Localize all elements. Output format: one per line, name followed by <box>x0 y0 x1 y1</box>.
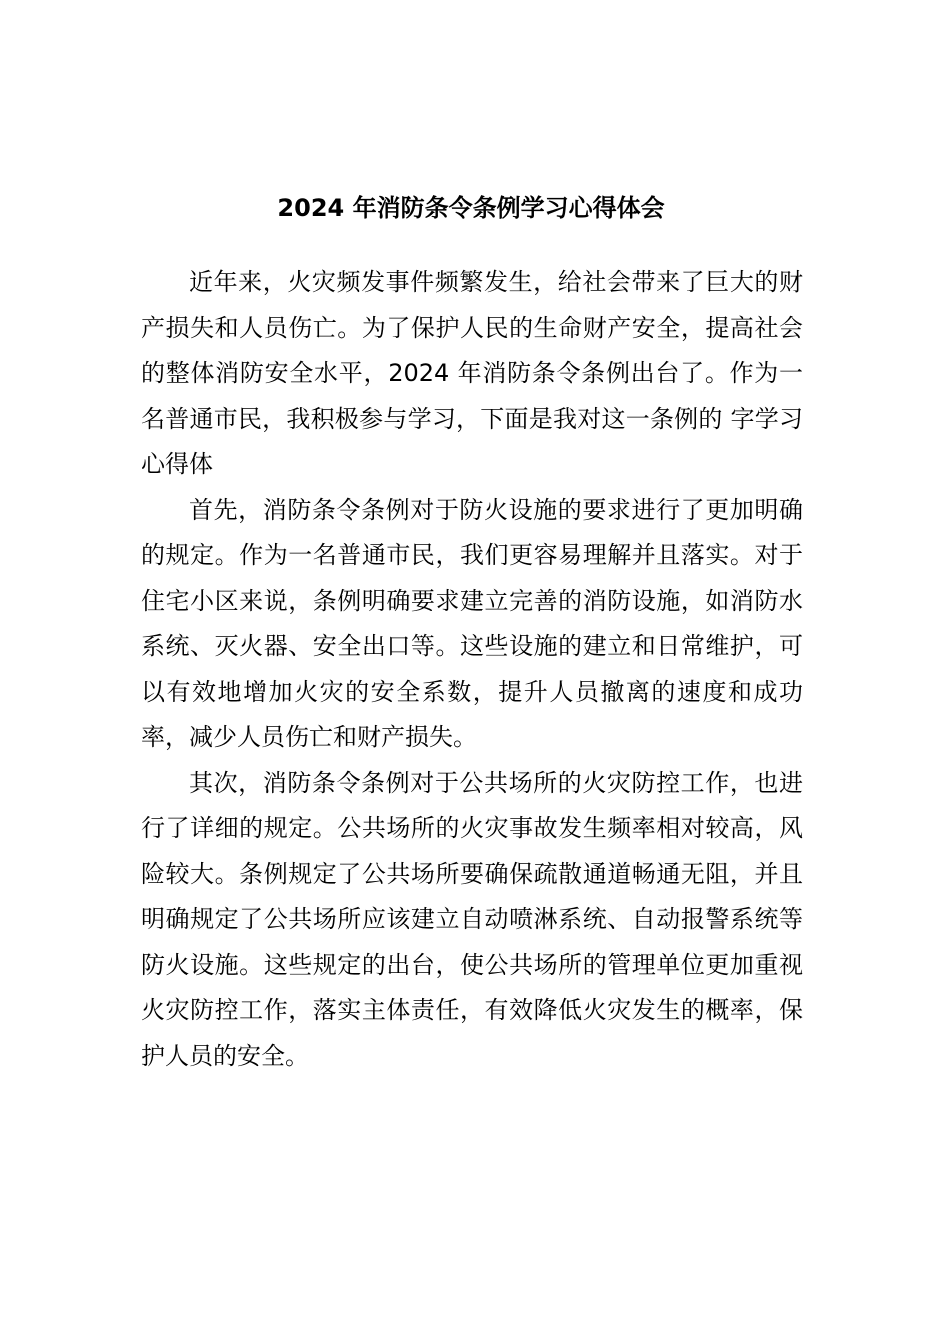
paragraph-3: 其次，消防条令条例对于公共场所的火灾防控工作，也进行了详细的规定。公共场所的火灾事故发生频率相对较高，风险较大。条例规定了公共场所要确保疏散通道畅通无阻，并且明确规定了公共场所应该建立自动喷淋系统、自动报警系统等防火设施。这些规定的出台，使公共场所的管理单位更加重视火灾防控工作，落实主体责任，有效降低火灾发生的概率，保护人员的安全。 <box>141 768 803 1070</box>
document-body <box>141 260 803 1079</box>
document-title: 2024 年消防条令条例学习心得体会 <box>277 194 665 222</box>
paragraph-1: 近年来，火灾频发事件频繁发生，给社会带来了巨大的财产损失和人员伤亡。为了保护人民的生命财产安全，提高社会的整体消防安全水平，2024 年消防条令条例出台了。作为一名普通市民，我积极参与学习，下面是我对这一条例的 字学习心得体 <box>141 268 803 478</box>
paragraph-2: 首先，消防条令条例对于防火设施的要求进行了更加明确的规定。作为一名普通市民，我们更容易理解并且落实。对于住宅小区来说，条例明确要求建立完善的消防设施，如消防水系统、灭火器、安全出口等。这些设施的建立和日常维护，可以有效地增加火灾的安全系数，提升人员撤离的速度和成功率，减少人员伤亡和财产损失。 <box>141 495 803 751</box>
